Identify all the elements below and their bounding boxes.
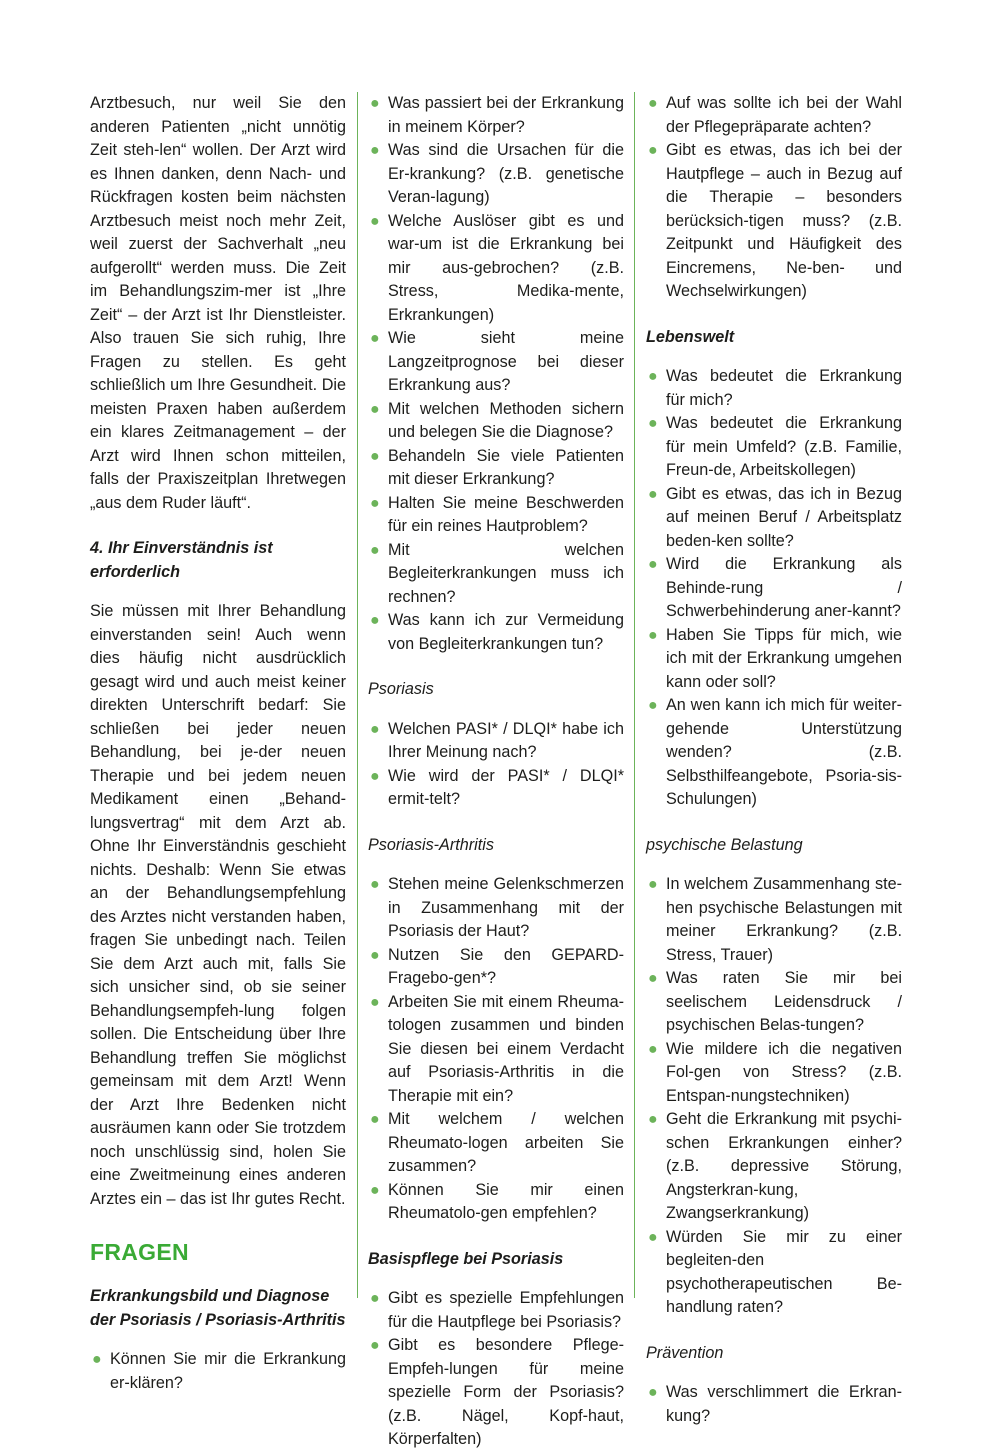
question-item	[368, 139, 624, 210]
question-item	[646, 624, 902, 695]
question-text: Was sind die Ursachen für die Er-krankung? (z.B. genetische Veran-lagung)	[388, 141, 624, 206]
bullet-icon: ●	[370, 612, 380, 629]
paragraph-arztbesuch: Arztbesuch, nur weil Sie den anderen Patienten „nicht unnötig Zeit steh-len“ wollen. Der Arzt wird es Ihnen danken, denn Nach- und Rückfragen kosten beim nächsten Arztbesuch meist noch mehr Zeit, weil zuerst der Sachverhalt „neu aufgerollt“ werden muss. Die Zeit im Behandlungszim-mer ist „Ihre Zeit“ – der Arzt ist Ihr Dienstleister. Also trauen Sie sich ruhig, Ihre Fragen zu stellen. Es geht schließlich um Ihre Gesundheit. Die meisten Praxen haben außerdem ein klares Zeitmanagement – der Arzt wird Ihnen schon mitteilen, falls der Praxiszeitplan Ihretwegen „aus dem Ruder läuft“.	[90, 94, 346, 512]
question-item	[368, 1179, 624, 1226]
question-item	[368, 765, 624, 812]
question-text: Mit welchen Methoden sichern und belegen Sie die Diagnose?	[388, 399, 624, 441]
question-list-lebenswelt	[646, 365, 902, 812]
column-1	[90, 92, 346, 1395]
question-item	[368, 718, 624, 765]
question-text: Mit welchen Begleiterkrankungen muss ich rechnen?	[388, 540, 624, 606]
bullet-icon: ●	[370, 95, 380, 112]
question-text: In welchem Zusammenhang ste-hen psychische Belastungen mit meiner Erkrankung? (z.B. Stress, Trauer)	[666, 875, 902, 964]
bullet-icon: ●	[648, 970, 658, 987]
question-item	[368, 539, 624, 610]
bullet-icon: ●	[648, 95, 658, 112]
bullet-icon: ●	[648, 368, 658, 385]
question-list-psoriasis	[368, 718, 624, 812]
bullet-icon: ●	[370, 541, 380, 559]
question-text: Würden Sie mir zu einer begleiten-den psychotherapeutischen Be-handlung raten?	[666, 1227, 902, 1316]
question-item	[90, 1348, 346, 1395]
question-text: Können Sie mir einen Rheumatolo-gen empfehlen?	[388, 1180, 624, 1222]
bullet-icon: ●	[370, 330, 380, 347]
bullet-icon: ●	[370, 767, 380, 785]
bullet-icon: ●	[648, 876, 658, 893]
bullet-icon: ●	[648, 1228, 658, 1246]
bullet-icon: ●	[648, 556, 658, 573]
heading-basispflege: Basispflege bei Psoriasis	[368, 1249, 564, 1268]
heading-lebenswelt: Lebenswelt	[646, 327, 735, 346]
bullet-icon: ●	[648, 697, 658, 714]
column-2	[368, 92, 624, 1452]
bullet-icon: ●	[648, 415, 658, 432]
bullet-icon: ●	[370, 720, 380, 738]
question-item	[368, 1108, 624, 1179]
question-text: Was bedeutet die Erkrankung für mein Umfeld? (z.B. Familie, Freun-de, Arbeitskollegen)	[666, 414, 902, 479]
question-item	[646, 483, 902, 554]
question-list-arthritis	[368, 873, 624, 1226]
question-item	[646, 1381, 902, 1428]
bullet-icon: ●	[648, 1111, 658, 1128]
question-item	[368, 873, 624, 944]
bullet-icon: ●	[648, 1040, 658, 1058]
question-text: Mit welchem / welchen Rheumato-logen arbeiten Sie zusammen?	[388, 1110, 624, 1175]
question-text: Haben Sie Tipps für mich, wie ich mit der Erkrankung umgehen kann oder soll?	[666, 625, 902, 691]
question-text: Auf was sollte ich bei der Wahl der Pflegepräparate achten?	[666, 94, 902, 136]
question-item	[368, 1287, 624, 1334]
question-item	[368, 398, 624, 445]
question-text: Geht die Erkrankung mit psychi-schen Erkrankungen einher? (z.B. depressive Störung, Angsterkran-kung, Zwangserkrankung)	[666, 1110, 902, 1222]
bullet-icon: ●	[370, 1111, 380, 1128]
question-text: Was kann ich zur Vermeidung von Begleiterkrankungen tun?	[388, 611, 624, 653]
bullet-icon: ●	[370, 447, 380, 465]
bullet-icon: ●	[370, 1337, 380, 1354]
question-item	[368, 492, 624, 539]
question-list-diagnose	[90, 1348, 346, 1395]
question-item	[646, 1226, 902, 1320]
heading-praevention: Prävention	[646, 1343, 724, 1362]
question-item	[368, 92, 624, 139]
column-divider-left	[357, 92, 358, 1298]
column-divider-right	[634, 92, 635, 1298]
heading-psoriasis-arthritis: Psoriasis-Arthritis	[368, 835, 494, 854]
question-item	[368, 445, 624, 492]
question-text: Was verschlimmert die Erkran-kung?	[666, 1383, 902, 1425]
heading-psychische-belastung: psychische Belastung	[646, 835, 803, 854]
bullet-icon: ●	[370, 494, 380, 512]
bullet-icon: ●	[370, 1181, 380, 1199]
question-item	[646, 1038, 902, 1109]
question-text: Gibt es etwas, das ich bei der Hautpflege – auch in Bezug auf die Therapie – besonders berücksich-tigen muss? (z.B. Zeitpunkt und Häufigkeit des Eincremens, Ne-ben- und Wechselwirkungen)	[666, 141, 902, 300]
bullet-icon: ●	[370, 142, 380, 159]
question-text: Gibt es etwas, das ich in Bezug auf meinen Beruf / Arbeitsplatz beden-ken sollte?	[666, 484, 902, 550]
heading-erkrankungsbild: Erkrankungsbild und Diagnose der Psoriasis / Psoriasis-Arthritis	[90, 1287, 346, 1329]
fragen-heading: FRAGEN	[90, 1239, 189, 1265]
question-text: An wen kann ich mich für weiter-gehende Unterstützung wenden? (z.B. Selbsthilfeangebote, Psoria-sis-Schulungen)	[666, 696, 902, 808]
question-item	[646, 92, 902, 139]
question-item	[368, 210, 624, 328]
question-text: Wie wird der PASI* / DLQI* ermit-telt?	[388, 766, 624, 808]
question-text: Was raten Sie mir bei seelischem Leidensdruck / psychischen Belas-tungen?	[666, 969, 902, 1034]
question-text: Können Sie mir die Erkrankung er-klären?	[110, 1350, 346, 1392]
question-text: Was bedeutet die Erkrankung für mich?	[666, 367, 902, 409]
question-text: Stehen meine Gelenkschmerzen in Zusammenhang mit der Psoriasis der Haut?	[388, 875, 624, 940]
bullet-icon: ●	[648, 626, 658, 644]
question-text: Was passiert bei der Erkrankung in meinem Körper?	[388, 94, 624, 136]
question-text: Behandeln Sie viele Patienten mit dieser Erkrankung?	[388, 446, 624, 488]
question-list-pflege	[646, 92, 902, 304]
question-text: Arbeiten Sie mit einem Rheuma-tologen zusammen und binden Sie diesen bei einem Verdacht auf Psoriasis-Arthritis in die Therapie mit ein?	[388, 992, 624, 1105]
bullet-icon: ●	[648, 1384, 658, 1401]
question-text: Nutzen Sie den GEPARD-Fragebo-gen*?	[388, 945, 624, 987]
heading-psoriasis: Psoriasis	[368, 680, 434, 698]
bullet-icon: ●	[370, 212, 380, 230]
question-text: Wie mildere ich die negativen Fol-gen von Stress? (z.B. Entspan-nungstechniken)	[666, 1039, 902, 1105]
question-list-psyche	[646, 873, 902, 1320]
question-item	[646, 967, 902, 1038]
bullet-icon: ●	[370, 876, 380, 893]
question-item	[368, 609, 624, 656]
bullet-icon: ●	[92, 1351, 102, 1368]
column-3	[646, 92, 902, 1428]
bullet-icon: ●	[648, 485, 658, 503]
question-list-erkrankung	[368, 92, 624, 656]
question-text: Wie sieht meine Langzeitprognose bei dieser Erkrankung aus?	[388, 329, 624, 394]
question-item	[646, 139, 902, 304]
question-item	[646, 694, 902, 812]
question-list-praevention	[646, 1381, 902, 1428]
question-list-basispflege	[368, 1287, 624, 1452]
question-text: Welchen PASI* / DLQI* habe ich Ihrer Meinung nach?	[388, 719, 624, 761]
bullet-icon: ●	[648, 142, 658, 159]
bullet-icon: ●	[370, 946, 380, 964]
bullet-icon: ●	[370, 400, 380, 418]
question-item	[368, 327, 624, 398]
question-item	[646, 412, 902, 483]
question-item	[646, 365, 902, 412]
question-text: Welche Auslöser gibt es und war-um ist die Erkrankung bei mir aus-gebrochen? (z.B. Stress, Medika-mente, Erkrankungen)	[388, 211, 624, 324]
bullet-icon: ●	[370, 993, 380, 1011]
question-text: Halten Sie meine Beschwerden für ein reines Hautproblem?	[388, 493, 624, 535]
question-text: Wird die Erkrankung als Behinde-rung / Schwerbehinderung aner-kannt?	[666, 555, 902, 620]
question-text: Gibt es besondere Pflege-Empfeh-lungen für meine spezielle Form der Psoriasis? (z.B. Nägel, Kopf-haut, Körperfalten)	[388, 1336, 624, 1448]
question-item	[646, 1108, 902, 1226]
paragraph-einverstaendnis: Sie müssen mit Ihrer Behandlung einverstanden sein! Auch wenn dies häufig nicht ausdrücklich gesagt wird und auch meist keiner direkten Unterschrift bedarf: Sie schließen bei jeder neuen Behandlung, bei je-der neuen Therapie und bei jedem neuen Medikament einen „Behand-lungsvertrag“ mit dem Arzt ab. Ohne Ihr Einverständnis geschieht nichts. Deshalb: Wenn Sie etwas an der Behandlungsempfehlung des Arztes nicht verstanden haben, fragen Sie unbedingt nach. Teilen Sie dem Arzt auch mit, falls Sie sich unsicher sind, ob sie seiner Behandlungsempfeh-lung folgen sollen. Die Entscheidung über Ihre Behandlung treffen Sie möglichst gemeinsam mit dem Arzt! Wenn der Arzt Ihre Bedenken nicht ausräumen kann oder Sie trotzdem noch unschlüssig sind, holen Sie eine Zweitmeinung eines anderen Arztes ein – das ist Ihr gutes Recht.	[90, 602, 346, 1208]
question-item	[368, 991, 624, 1109]
question-text: Gibt es spezielle Empfehlungen für die Hautpflege bei Psoriasis?	[388, 1289, 624, 1331]
question-item	[646, 553, 902, 624]
heading-einverstaendnis: 4. Ihr Einverständnis ist erforderlich	[90, 539, 273, 581]
question-item	[646, 873, 902, 967]
question-item	[368, 1334, 624, 1452]
question-item	[368, 944, 624, 991]
bullet-icon: ●	[370, 1290, 380, 1307]
